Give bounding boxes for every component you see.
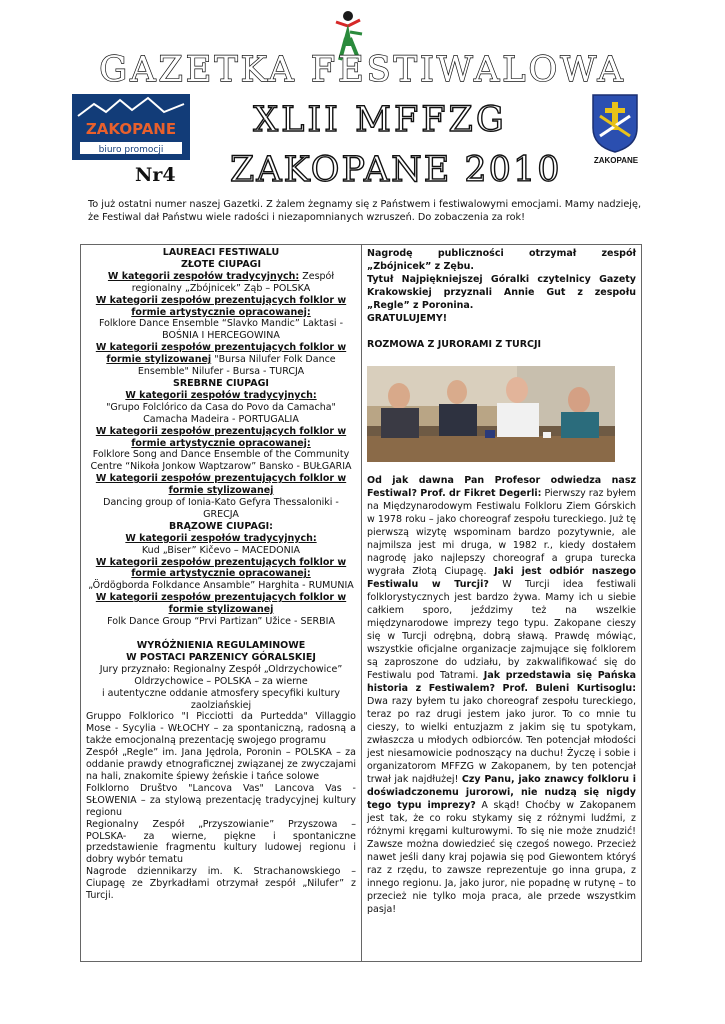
gold-styl: W kategorii zespołów prezentujących folklor w formie stylizowanej "Bursa Nilufer Folk Dance Ensemble" Nilufer - Bursa - TURCJA — [95, 342, 347, 378]
gold-art-text: Folklore Dance Ensemble “Slavko Mandic” Laktasi - BOŚNIA I HERCEGOWINA — [98, 318, 344, 342]
issue-number: Nr4 — [135, 164, 176, 186]
answer-2: W Turcji idea festiwali folklorystycznych jest bardzo żywa. Mamy ich u siebie całkiem sporo, jeździmy też na wszelkie międzynarodowe imprezy tego typu. Zakopane cieszy się w Turcji odrębną, dobrą sławą. Prawdę mówiąc, wszystkie oficjalne organizacje zajmujące się folklorem są zaproszone do udziału, by zakwalifikować się do Festiwalu pod Tatrami. — [367, 579, 637, 681]
title-line-2: XLII MFFZG — [253, 100, 507, 140]
silver-trad-category: W kategorii zespołów tradycyjnych: — [125, 389, 317, 401]
silver-trad-text: "Grupo Folclórico da Casa do Povo da Camacha" Camacha Madeira - PORTUGALIA — [106, 401, 336, 425]
bronze-art-category: W kategorii zespołów prezentujących folklor w formie artystycznie opracowanej: — [95, 556, 347, 580]
title-line-1: GAZETKA FESTIWALOWA — [99, 50, 626, 90]
silver-heading: SREBRNE CIUPAGI — [173, 377, 269, 389]
logo-brand-text: ZAKOPANE — [85, 120, 177, 138]
award-oldrzychowice: Jury przyznało: Regionalny Zespół „Oldrzychowice” Oldrzychowice – POLSKA – za wierne — [99, 663, 343, 687]
title-line-3: ZAKOPANE 2010 — [230, 150, 562, 190]
question-4: Czy Panu, jako znawcy folkloru i doświadczonemu jurorowi, nie nudzą się nigdy tego typu imprezy? — [367, 774, 636, 811]
interview-heading: ROZMOWA Z JURORAMI Z TURCJI — [367, 339, 542, 350]
bronze-trad-text: Kud „Biser” Kičevo – MACEDONIA — [141, 544, 301, 556]
awards-heading-1: WYRÓŻNIENIA REGULAMINOWE — [136, 640, 306, 651]
silver-styl-category: W kategorii zespołów prezentujących folklor w formie stylizowanej — [95, 473, 347, 497]
award-przyszowianie: Regionalny Zespół „Przyszowianie” Przyszowa – POLSKA- za wierne, piękne i spontaniczne przedstawienie fragmentu kultury ludowej regionu i dobry wybór tematu — [86, 818, 356, 866]
column-divider — [361, 244, 362, 962]
logo-sub-text: biuro promocji — [98, 145, 164, 155]
bronze-trad-category: W kategorii zespołów tradycyjnych: — [125, 532, 317, 544]
bronze-heading: BRĄZOWE CIUPAGI: — [169, 520, 273, 532]
gold-trad: W kategorii zespołów tradycyjnych: Zespół regionalny „Zbójnicek” Ząb – POLSKA — [107, 270, 335, 294]
audience-prize: Nagrodę publiczności otrzymał zespół „Zbójnicek” z Zębu. — [367, 248, 636, 272]
intro-text: To już ostatni numer naszej Gazetki. Z żalem żegnamy się z Państwem i festiwalowymi emocjami. Mamy nadzieję, że Festiwal dał Państwu wiele radości i niezapomnianych wzruszeń. Do zobaczenia za rok! — [88, 199, 642, 223]
zakopane-promo-logo — [72, 94, 190, 160]
question-2: Jaki jest odbiór naszego Festiwalu w Turcji? — [367, 566, 636, 590]
silver-art-text: Folklore Song and Dance Ensemble of the Community Centre “Nikoła Jonkow Waptzarow” Bansko - BUŁGARIA — [90, 449, 352, 473]
bronze-styl-text: Folk Dance Group “Prvi Partizan” Užice - SERBIA — [107, 616, 335, 628]
coat-of-arms-icon — [590, 92, 640, 154]
bronze-styl-category: W kategorii zespołów prezentujących folklor w formie stylizowanej — [95, 592, 347, 616]
laureates-column — [86, 247, 356, 902]
award-journalists: Nagrode dziennikarzy im. K. Strachanowskiego – Ciupagę ze Zbyrkadłami otrzymał zespół „Nilufer” z Turcji. — [86, 866, 356, 902]
coat-caption: ZAKOPANE — [593, 156, 639, 165]
beauty-title: Tytuł Najpiękniejszej Góralki czytelnicy Gazety Krakowskiej przyznali Annie Gut z zespołu „Regle” z Poronina. — [367, 274, 636, 311]
jurors-photo — [367, 366, 615, 462]
gold-heading: ZŁOTE CIUPAGI — [181, 258, 261, 270]
award-oldrzychowice-cont: i autentyczne oddanie atmosfery specyfiki kultury zaolziańskiej — [101, 687, 340, 711]
awards-heading-2: W POSTACI PARZENICY GÓRALSKIEJ — [126, 651, 316, 663]
answer-4: A skąd! Choćby w Zakopanem jest tak, że co roku stykamy się z różnymi ludźmi, z różnymi kręgami kulturowymi. To się nie może znudzić! Zawsze można dowiedzieć się czegoś nowego. Przecież nawet jeśli dany kraj pojawia się pod Giewontem któryś raz z rzędu, to zawsze reprezentuje go inna grupa, z innego regionu. Ja, jako juror, nie popadnę w rutynę – to przecież nie tylko moja praca, ale przede wszystkim pasja! — [367, 800, 636, 915]
question-1: Od jak dawna Pan Profesor odwiedza nasz Festiwal? Prof. dr Fikret Degerli: — [367, 475, 636, 499]
answer-3: Dwa razy byłem tu jako choreograf zespołu tureckiego, teraz po raz drugi jestem jako juror. To co mnie tu cieszy, to wielki entuzjazm z jakim się tu spotykam, zwłaszcza u młodych odbiorców. Ten potencjał młodości jest niesamowicie podnoszący na duchu! Życzę i sobie i organizatorom MFFZG w Zakopanem, by ten potencjał trwał jak najdłużej! — [367, 696, 636, 785]
award-lancova: Folklorno Društvo "Lancova Vas" Lancova Vas - SŁOWENIA – za stylową prezentację tradycyjnej kultury regionu — [86, 782, 356, 818]
award-regle: Zespół „Regle” im. Jana Jędrola, Poronin – POLSKA – za oddanie prawdy etnograficznej związanej ze zwyczajami na hali, znakomite śpiewy żeńskie i tańce solowe — [86, 747, 356, 782]
answer-1: Pierwszy raz byłem na Międzynarodowym Festiwalu Folkloru Ziem Górskich w 1978 roku – jako choreograf zespołu tureckiego. Już tę pierwszą wizytę wspominam bardzo pozytywnie, ale najmilsza jest mi druga, w 1982 r., kiedy dostałem nagrodę jako najlepszy choreograf a grupa turecka wygrała Złotą Ciupagę. — [367, 488, 636, 577]
congrats: GRATULUJEMY! — [367, 313, 448, 324]
question-3: Jak przedstawia się Pańska historia z Festiwalem? Prof. Buleni Kurtisoglu: — [367, 670, 636, 694]
gold-art-category: W kategorii zespołów prezentujących folklor w formie artystycznie opracowanej: — [95, 294, 347, 318]
award-picciotti: Gruppo Folklorico "I Picciotti da Purtedda" Villaggio Mose - Sycylia - WŁOCHY – za spontaniczną, radosną a także emocjonalną prezentację swojego programu — [86, 711, 356, 747]
silver-styl-text: Dancing group of Ionia-Kato Gefyra Thessaloniki - GRECJA — [103, 497, 339, 520]
laureates-heading: LAUREACI FESTIWALU — [162, 247, 280, 258]
interview-text — [367, 474, 636, 916]
bronze-art-text: „Ördögborda Folkdance Ansamble” Harghita - RUMUNIA — [88, 580, 354, 592]
silver-art-category: W kategorii zespołów prezentujących folklor w formie artystycznie opracowanej: — [95, 425, 347, 449]
right-column-top — [367, 247, 636, 351]
